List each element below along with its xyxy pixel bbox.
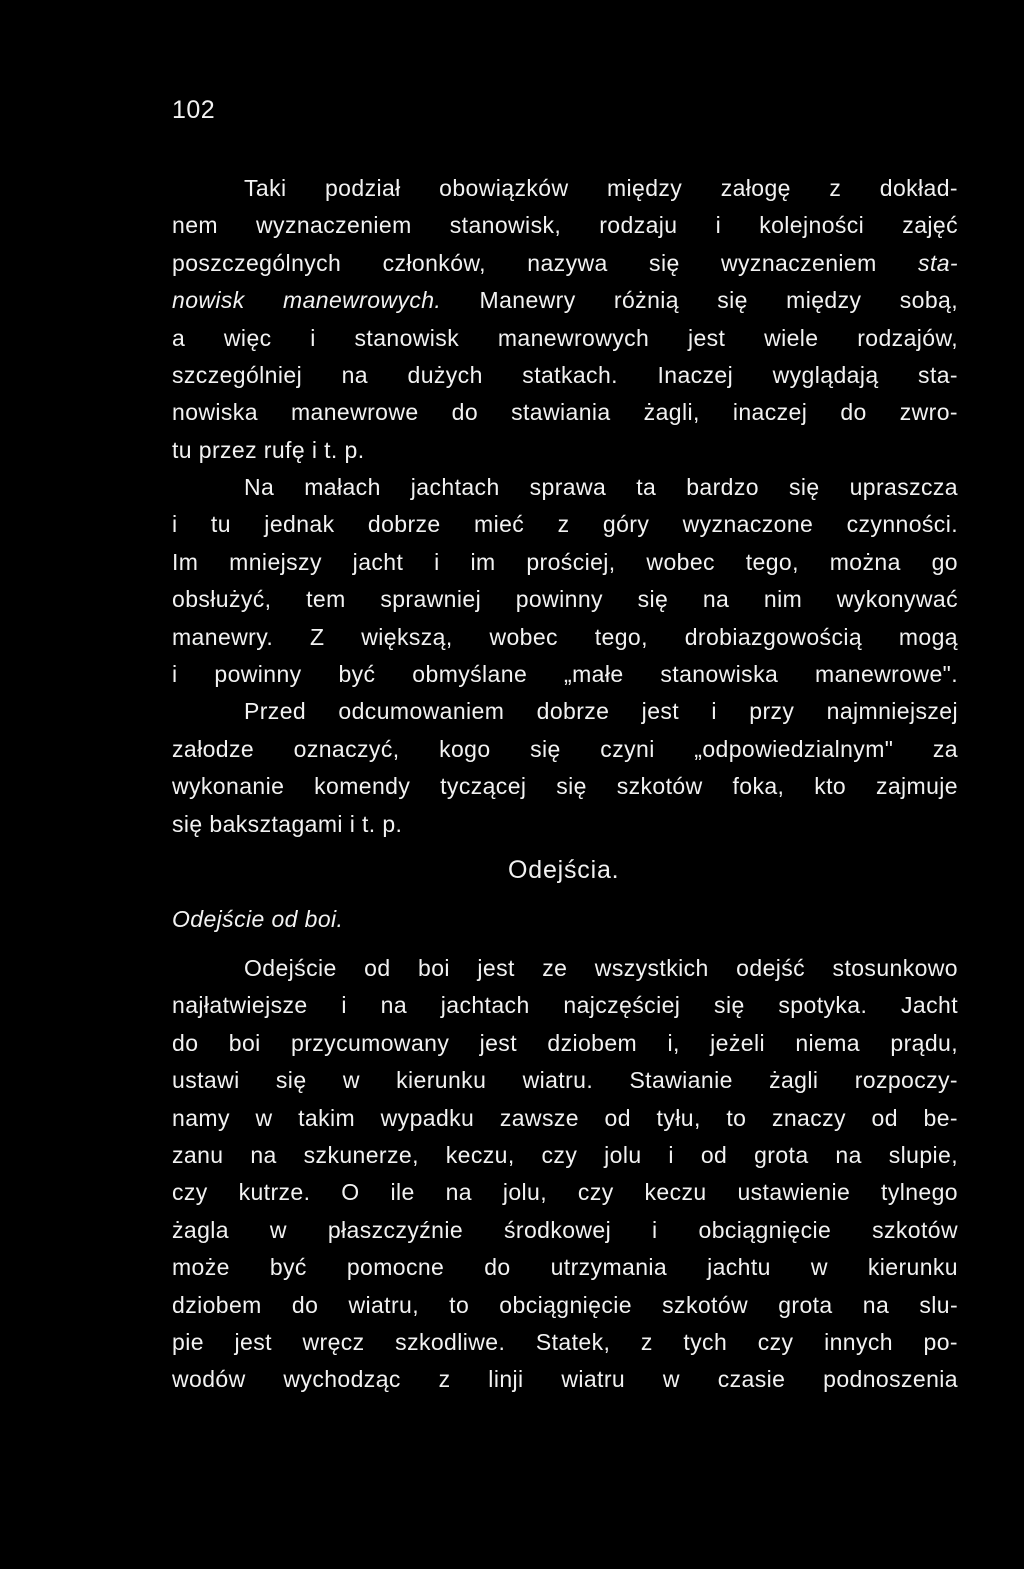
text-line: manewry. Z większą, wobec tego, drobiazgowością mogą [172, 623, 958, 650]
text-line: Przed odcumowaniem dobrze jest i przy najmniejszej [244, 698, 958, 725]
text-line: i tu jednak dobrze mieć z góry wyznaczone czynności. [172, 511, 958, 538]
text-line: Na małach jachtach sprawa ta bardzo się upraszcza [244, 474, 958, 500]
text-line: się baksztagami i t. p. [172, 810, 403, 837]
text-line: Odejście od boi jest ze wszystkich odejść stosunkowo [244, 955, 958, 981]
text-fragment: poszczególnych członków, nazywa się wyznaczeniem [172, 249, 877, 276]
text-line: załodze oznaczyć, kogo się czyni „odpowiedzialnym" za [172, 735, 958, 762]
text-line: najłatwiejsze i na jachtach najczęściej się spotyka. Jacht [172, 992, 958, 1019]
section-heading: Odejścia. [508, 856, 620, 884]
text-line: żagla w płaszczyźnie środkowej i obciągnięcie szkotów [172, 1216, 958, 1243]
text-line: zanu na szkunerze, keczu, czy jolu i od grota na slupie, [172, 1141, 958, 1168]
text-line: dziobem do wiatru, to obciągnięcie szkotów grota na slu- [172, 1291, 958, 1318]
italic-term: nowisk manewrowych. [172, 287, 442, 314]
text-line [172, 282, 958, 319]
text-line: wykonanie komendy tyczącej się szkotów foka, kto zajmuje [172, 773, 958, 800]
text-line: obsłużyć, tem sprawniej powinny się na nim wykonywać [172, 586, 958, 613]
text-line: Taki podział obowiązków między załogę z dokład- [244, 175, 958, 201]
text-line: tu przez rufę i t. p. [172, 436, 365, 463]
page-number: 102 [172, 96, 216, 124]
text-fragment: Manewry różnią się między sobą, [441, 287, 958, 314]
text-line: może być pomocne do utrzymania jachtu w kierunku [172, 1254, 958, 1281]
text-line: wodów wychodząc z linji wiatru w czasie podnoszenia [172, 1366, 958, 1393]
paragraph-male-jachty [172, 469, 958, 843]
text-line: i powinny być obmyślane „małe stanowiska manewrowe". [172, 660, 958, 687]
text-line: ustawi się w kierunku wiatru. Stawianie żagli rozpoczy- [172, 1067, 958, 1094]
subsection-title: Odejście od boi. [172, 906, 344, 932]
text-line: Im mniejszy jacht i im prościej, wobec tego, można go [172, 548, 958, 575]
text-line: do boi przycumowany jest dziobem i, jeżeli niema prądu, [172, 1029, 958, 1056]
text-line [172, 245, 958, 282]
text-line: nowiska manewrowe do stawiania żagli, inaczej do zwro- [172, 399, 958, 426]
text-line: a więc i stanowisk manewrowych jest wiele rodzajów, [172, 324, 958, 351]
italic-term: sta- [918, 249, 958, 276]
paragraph-stanowiska [172, 170, 958, 469]
text-line: nem wyznaczeniem stanowisk, rodzaju i kolejności zajęć [172, 212, 958, 239]
text-line: czy kutrze. O ile na jolu, czy keczu ustawienie tylnego [172, 1179, 958, 1206]
text-line: pie jest wręcz szkodliwe. Statek, z tych czy innych po- [172, 1328, 958, 1355]
paragraph-odejscie-od-boi [172, 950, 958, 1399]
text-line: szczególniej na dużych statkach. Inaczej wyglądają sta- [172, 361, 958, 388]
text-line: namy w takim wypadku zawsze od tyłu, to znaczy od be- [172, 1104, 958, 1131]
